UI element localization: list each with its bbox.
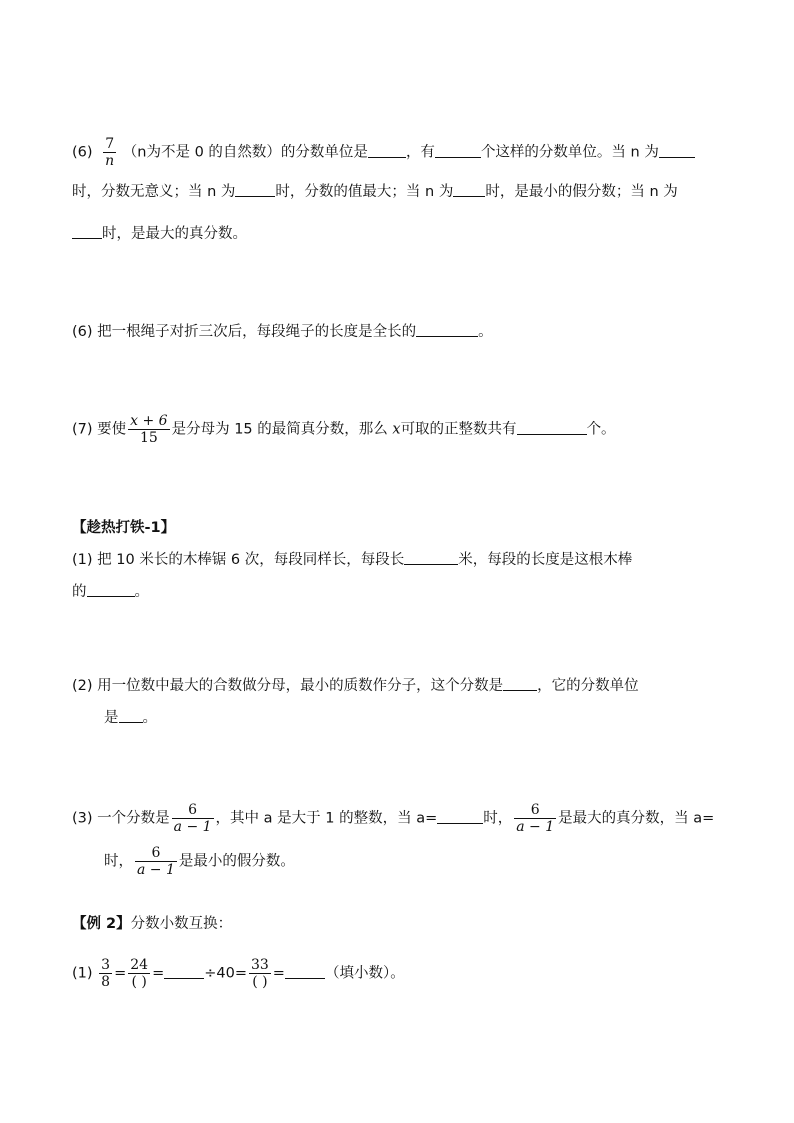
question-text: 时， bbox=[104, 853, 133, 870]
answer-blank[interactable] bbox=[404, 550, 458, 565]
question-text: 的 bbox=[72, 584, 87, 600]
fraction-numerator: 7 bbox=[105, 136, 115, 152]
question-number: (6) bbox=[72, 324, 93, 340]
section1-question-2-line-2 bbox=[104, 708, 157, 728]
fraction-x-plus-6-over-15 bbox=[128, 413, 169, 446]
question-text: 个这样的分数单位。当 n 为 bbox=[480, 144, 659, 161]
question-text: 把一根绳子对折三次后，每段绳子的长度是全长的 bbox=[97, 324, 417, 340]
section1-question-1-line-1 bbox=[72, 550, 632, 570]
fraction-denominator: 8 bbox=[101, 974, 111, 990]
fraction-numerator: 3 bbox=[101, 957, 111, 973]
question-text: 个。 bbox=[586, 421, 616, 438]
question-text: 时，是最大的真分数。 bbox=[102, 226, 247, 242]
question-text: 要使 bbox=[97, 421, 127, 438]
answer-blank[interactable] bbox=[659, 143, 695, 158]
fraction-denominator: a − 1 bbox=[173, 819, 212, 835]
question-number: (1) bbox=[72, 965, 93, 982]
answer-blank[interactable] bbox=[435, 143, 481, 158]
question-text: （n为不是 0 的自然数）的分数单位是 bbox=[122, 144, 368, 161]
equals-sign: = bbox=[114, 965, 127, 982]
question-6b bbox=[72, 322, 493, 342]
question-text: 时， bbox=[483, 810, 513, 827]
answer-blank[interactable] bbox=[87, 582, 135, 597]
section1-question-1-line-2 bbox=[72, 582, 149, 602]
question-6a-line-1 bbox=[72, 136, 695, 169]
question-text: 把 10 米长的木棒锯 6 次，每段同样长，每段长 bbox=[97, 552, 405, 568]
question-text: 一个分数是 bbox=[97, 810, 170, 827]
section1-question-3-line-2 bbox=[104, 845, 295, 878]
question-text: 用一位数中最大的合数做分母，最小的质数作分子，这个分数是 bbox=[97, 678, 504, 694]
question-6a-line-3 bbox=[72, 224, 247, 244]
answer-blank[interactable] bbox=[235, 182, 275, 197]
fraction-6-over-a-minus-1 bbox=[514, 802, 556, 835]
question-text: 。 bbox=[134, 584, 149, 600]
question-number: (3) bbox=[72, 810, 93, 827]
fraction-denominator: 15 bbox=[128, 429, 169, 446]
question-text: ，它的分数单位 bbox=[537, 678, 639, 694]
answer-blank[interactable] bbox=[164, 964, 204, 979]
division-expression: ÷40= bbox=[204, 965, 247, 982]
fraction-numerator: 6 bbox=[188, 802, 198, 818]
section1-question-2-line-1 bbox=[72, 676, 639, 696]
fraction-6-over-a-minus-1 bbox=[135, 845, 177, 878]
question-number: (7) bbox=[72, 421, 93, 438]
fraction-3-over-8 bbox=[99, 957, 112, 990]
answer-blank[interactable] bbox=[72, 224, 102, 239]
question-text: 时，分数无意义；当 n 为 bbox=[72, 184, 236, 200]
question-text: 是最小的假分数。 bbox=[178, 853, 295, 870]
fraction-denominator: a − 1 bbox=[137, 862, 175, 878]
example-2-heading bbox=[72, 914, 232, 934]
answer-blank[interactable] bbox=[437, 809, 483, 824]
question-text: 时，是最小的假分数；当 n 为 bbox=[485, 184, 678, 200]
fraction-numerator: 33 bbox=[250, 957, 269, 973]
fraction-numerator: 6 bbox=[530, 802, 540, 818]
section-heading: 【趁热打铁-1】 bbox=[72, 520, 176, 536]
answer-blank[interactable] bbox=[453, 182, 485, 197]
example-subtitle: 分数小数互换： bbox=[130, 916, 233, 932]
answer-blank[interactable] bbox=[503, 676, 537, 691]
answer-blank[interactable] bbox=[416, 322, 478, 337]
answer-blank[interactable] bbox=[368, 143, 406, 158]
question-text: 时，分数的值最大；当 n 为 bbox=[275, 184, 454, 200]
question-text: ，其中 a 是大于 1 的整数，当 a= bbox=[215, 810, 438, 827]
variable-x: x bbox=[392, 421, 401, 438]
question-text: 是 bbox=[104, 710, 119, 726]
answer-blank[interactable] bbox=[517, 420, 587, 435]
fraction-24-over-blank[interactable] bbox=[128, 957, 150, 990]
fraction-numerator: 24 bbox=[130, 957, 149, 973]
fraction-6-over-a-minus-1 bbox=[172, 802, 214, 835]
answer-blank[interactable] bbox=[119, 708, 143, 723]
fraction-denominator-blank[interactable]: ( ) bbox=[249, 973, 271, 990]
question-note: （填小数）。 bbox=[324, 965, 405, 982]
fraction-33-over-blank[interactable] bbox=[249, 957, 271, 990]
equals-sign: = bbox=[152, 965, 165, 982]
question-6a-line-2 bbox=[72, 182, 678, 202]
question-text: 。 bbox=[142, 710, 157, 726]
equals-sign: = bbox=[272, 965, 285, 982]
fraction-numerator: 6 bbox=[151, 845, 161, 861]
question-number: (1) bbox=[72, 552, 93, 568]
question-number: (2) bbox=[72, 678, 93, 694]
question-text: 是最大的真分数，当 a= bbox=[558, 810, 715, 827]
fraction-numerator: x + 6 bbox=[130, 413, 168, 429]
example-label: 【例 2】 bbox=[72, 916, 131, 932]
question-text: 米，每段的长度是这根木棒 bbox=[458, 552, 633, 568]
question-text: ，有 bbox=[405, 144, 435, 161]
question-text: 可取的正整数共有 bbox=[400, 421, 517, 438]
fraction-7-over-n bbox=[103, 136, 116, 169]
question-7 bbox=[72, 413, 616, 446]
fraction-denominator-blank[interactable]: ( ) bbox=[128, 973, 150, 990]
question-text: 是分母为 15 的最简真分数，那么 bbox=[171, 421, 388, 438]
answer-blank[interactable] bbox=[285, 964, 325, 979]
question-number: (6) bbox=[72, 144, 93, 161]
question-text: 。 bbox=[478, 324, 493, 340]
example-2-question-1 bbox=[72, 957, 405, 990]
section1-question-3-line-1 bbox=[72, 802, 714, 835]
fraction-denominator: n bbox=[105, 153, 115, 169]
fraction-denominator: a − 1 bbox=[516, 819, 555, 835]
